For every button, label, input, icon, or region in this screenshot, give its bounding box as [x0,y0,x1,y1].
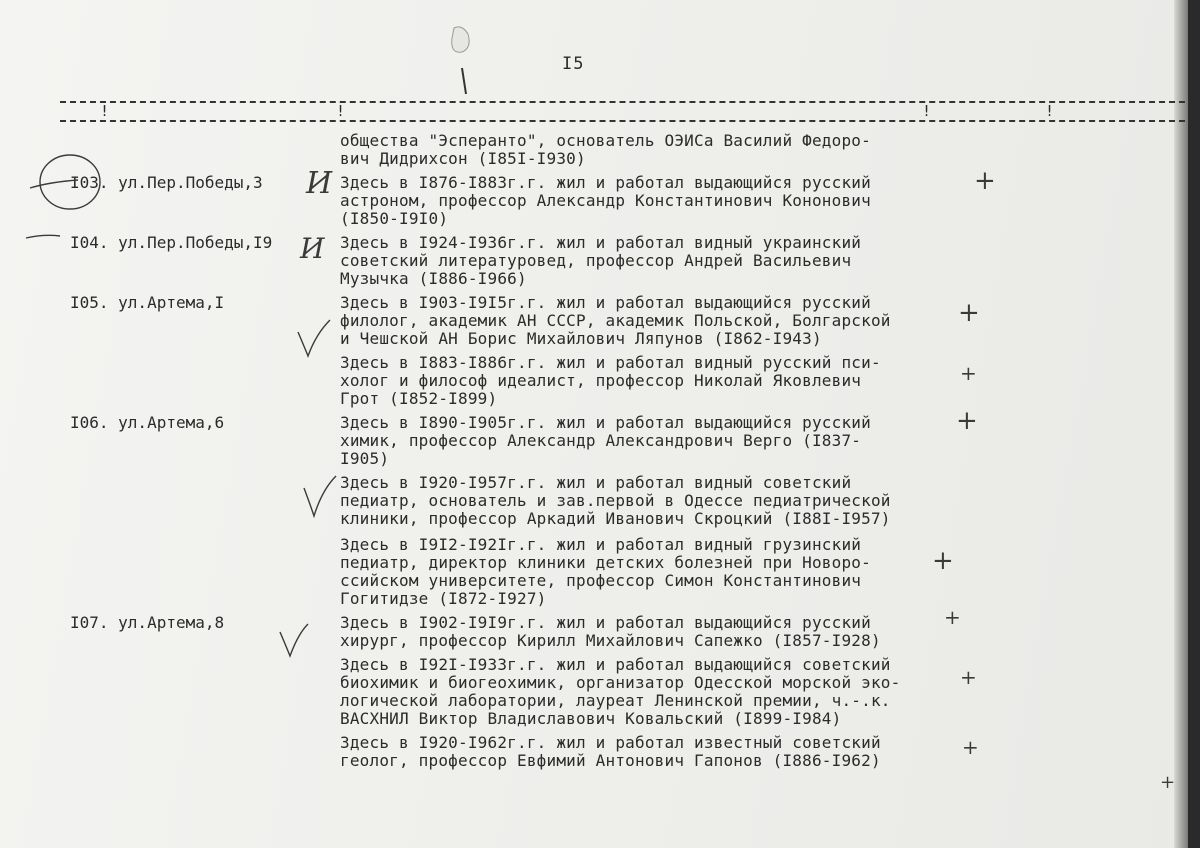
divider-mark: ! [100,102,110,120]
plus-mark: + [944,605,961,629]
entry-line: астроном, профессор Александр Константинович Кононович [340,191,871,210]
plus-mark: + [960,361,977,385]
entry-line: Музычка (I886-I966) [340,269,527,288]
checkmark-icon [300,474,340,520]
entry-line: Здесь в I890-I905г.г. жил и работал выдающийся русский [340,413,871,432]
checkmark-icon [276,622,316,662]
plus-mark: + [1160,772,1176,793]
entry-line: филолог, академик АН СССР, академик Польской, Болгарской [340,311,891,330]
divider-mark: ! [336,102,346,120]
entry-line: ВАСХНИЛ Виктор Владиславович Ковальский (I899-I984) [340,709,842,728]
divider-line-bottom [60,120,1188,122]
circle-annotation-mark [28,150,108,214]
entry-line: Здесь в I92I-I933г.г. жил и работал выдающийся советский [340,655,891,674]
entry-line: хирург, профессор Кирилл Михайлович Сапежко (I857-I928) [340,631,881,650]
entry-line: ссийском университете, профессор Симон Константинович [340,571,862,590]
plus-mark: + [958,298,980,328]
entry-address: I05. ул.Артема,I [70,293,225,312]
divider-mark: ! [922,102,932,120]
page-number: I5 [562,54,585,74]
entry-line: логической лаборатории, лауреат Ленинской премии, ч.-.к. [340,691,891,710]
entry-line: Здесь в I883-I886г.г. жил и работал видный русский пси- [340,353,881,372]
page-edge-shadow [1174,0,1188,848]
divider-mark: ! [1045,102,1055,120]
entry-line: Здесь в I9I2-I92Iг.г. жил и работал видный грузинский [340,535,862,554]
plus-mark: + [960,665,977,689]
entry-line: Грот (I852-I899) [340,389,498,408]
entry-line: биохимик и биогеохимик, организатор Одесской морской эко- [340,673,901,692]
checkmark-icon [294,318,334,360]
dash-annotation-mark [24,232,64,242]
entry-line: общества "Эсперанто", основатель ОЭИСа Василий Федоро- [340,131,871,150]
entry-address: I06. ул.Артема,6 [70,413,225,432]
entry-line: холог и философ идеалист, профессор Николай Яковлевич [340,371,862,390]
entry-line: Гогитидзе (I872-I927) [340,589,547,608]
handwritten-letter-mark: И [300,232,325,265]
entry-line: Здесь в I902-I9I9г.г. жил и работал выдающийся русский [340,613,871,632]
plus-mark: + [956,406,978,436]
entry-line: Здесь в I920-I957г.г. жил и работал видный советский [340,473,852,492]
entry-line: Здесь в I924-I936г.г. жил и работал видный украинский [340,233,862,252]
entry-line: педиатр, директор клиники детских болезней при Новоро- [340,553,871,572]
entry-address: I03. ул.Пер.Победы,3 [70,173,263,192]
entry-line: I905) [340,449,390,468]
entry-line: геолог, профессор Евфимий Антонович Гапонов (I886-I962) [340,751,881,770]
entry-line: Здесь в I903-I9I5г.г. жил и работал выдающийся русский [340,293,871,312]
entry-line: Здесь в I920-I962г.г. жил и работал известный советский [340,733,881,752]
plus-mark: + [962,735,979,759]
entry-line: вич Дидрихсон (I85I-I930) [340,149,586,168]
entry-line: химик, профессор Александр Александрович Верго (I837- [340,431,862,450]
plus-mark: + [932,546,954,576]
punch-hole-mark [440,20,480,90]
divider-line-top [60,101,1188,103]
entry-line: и Чешской АН Борис Михайлович Ляпунов (I862-I943) [340,329,822,348]
entry-address: I07. ул.Артема,8 [70,613,225,632]
entry-line: клиники, профессор Аркадий Иванович Скроцкий (I88I-I957) [340,509,891,528]
entry-line: педиатр, основатель и зав.первой в Одессе педиатрической [340,491,891,510]
entry-line: советский литературовед, профессор Андрей Васильевич [340,251,852,270]
plus-mark: + [974,166,996,196]
entry-line: Здесь в I876-I883г.г. жил и работал выдающийся русский [340,173,871,192]
entry-line: (I850-I9I0) [340,209,449,228]
entry-address: I04. ул.Пер.Победы,I9 [70,233,273,252]
handwritten-letter-mark: И [306,166,333,201]
